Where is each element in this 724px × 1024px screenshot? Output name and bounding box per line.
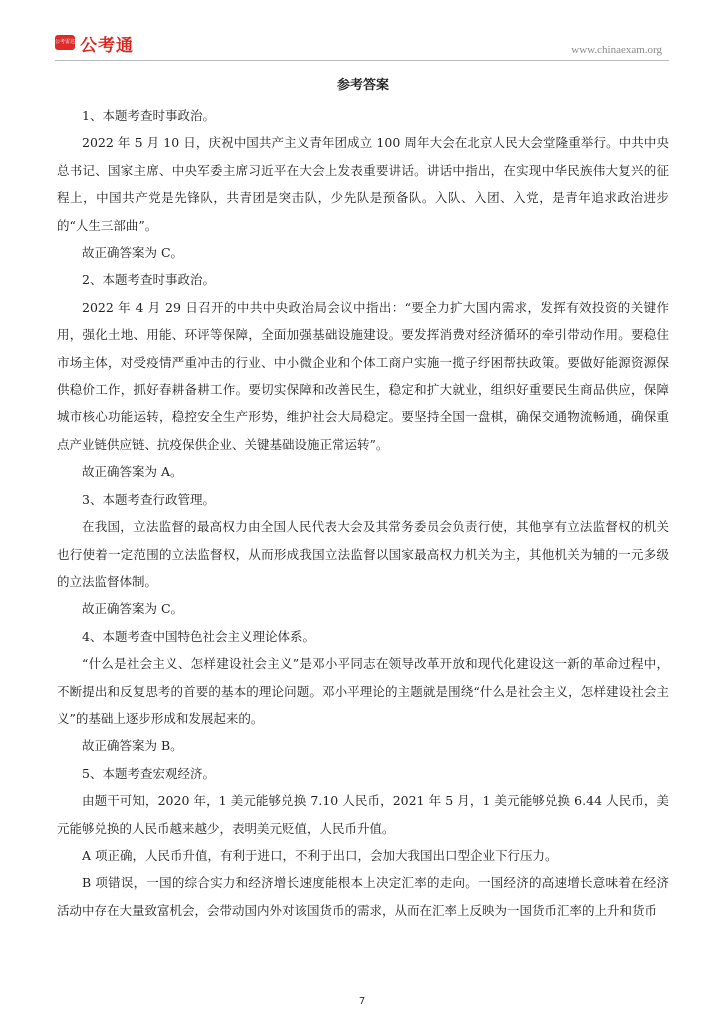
question-5-option-b: B 项错误，一国的综合实力和经济增长速度能根本上决定汇率的走向。一国经济的高速增长意味着在经济活动中存在大量致富机会，会带动国内外对该国货币的需求，从而在汇率上反映为一国货币汇率的上升和货币 [57,875,669,918]
page-title: 参考答案 [336,78,389,93]
question-5-explanation: 由题干可知，2020 年，1 美元能够兑换 7.10 人民币，2021 年 5 月，1 美元能够兑换 6.44 人民币，美元能够兑换的人民币越来越少，表明美元贬值，人民币升值。 [57,793,669,836]
site-url: www.chinaexam.org [571,44,662,56]
document-body [57,76,669,924]
question-1-explanation: 2022 年 5 月 10 日，庆祝中国共产主义青年团成立 100 周年大会在北京人民大会堂隆重举行。中共中央总书记、国家主席、中央军委主席习近平在大会上发表重要讲话。讲话中指出，在实现中华民族伟大复兴的征程上，中国共产党是先锋队，共青团是突击队，少先队是预备队。入队、入团、入党，是青年追求政治进步的“人生三部曲”。 [57,135,669,233]
question-3-topic: 3、本题考查行政管理。 [82,491,215,507]
question-2-topic: 2、本题考查时事政治。 [82,272,215,288]
question-3-explanation: 在我国，立法监督的最高权力由全国人民代表大会及其常务委员会负责行使，其他享有立法监督权的机关也行使着一定范围的立法监督权，从而形成我国立法监督以国家最高权力机关为主，其他机关为辅的一元多级的立法监督体制。 [57,519,669,589]
header-divider [55,60,669,61]
question-1-topic: 1、本题考查时事政治。 [82,108,215,123]
logo-icon: 公考雷达 [55,35,75,50]
question-4-explanation: “什么是社会主义、怎样建设社会主义”是邓小平同志在领导改革开放和现代化建设这一新的革命过程中，不断提出和反复思考的首要的基本的理论问题。邓小平理论的主题就是围绕“什么是社会主义，怎样建设社会主义”的基础上逐步形成和发展起来的。 [57,656,669,726]
question-4-topic: 4、本题考查中国特色社会主义理论体系。 [82,628,315,644]
question-2-explanation: 2022 年 4 月 29 日召开的中共中央政治局会议中指出：“要全力扩大国内需求，发挥有效投资的关键作用，强化土地、用能、环评等保障，全面加强基础设施建设。要发挥消费对经济循环的牵引带动作用。要稳住市场主体，对受疫情严重冲击的行业、中小微企业和个体工商户实施一揽子纾困帮扶政策。要做好能源资源保供稳价工作，抓好春耕备耕工作。要切实保障和改善民生，稳定和扩大就业，组织好重要民生商品供应，保障城市核心功能运转，稳控安全生产形势，维护社会大局稳定。要坚持全国一盘棋，确保交通物流畅通，确保重点产业链供应链、抗疫保供企业、关键基础设施正常运转”。 [57,299,669,452]
page-number: 7 [358,996,366,1007]
question-2-answer: 故正确答案为 A。 [82,464,183,480]
question-4-answer: 故正确答案为 B。 [82,738,183,754]
question-1-answer: 故正确答案为 C。 [82,245,184,261]
question-3-answer: 故正确答案为 C。 [82,601,184,617]
question-5-topic: 5、本题考查宏观经济。 [82,765,215,781]
brand-name: 公考通 [80,36,134,56]
question-5-option-a: A 项正确，人民币升值，有利于进口，不利于出口，会加大我国出口型企业下行压力。 [82,847,558,863]
page-header [0,0,724,62]
